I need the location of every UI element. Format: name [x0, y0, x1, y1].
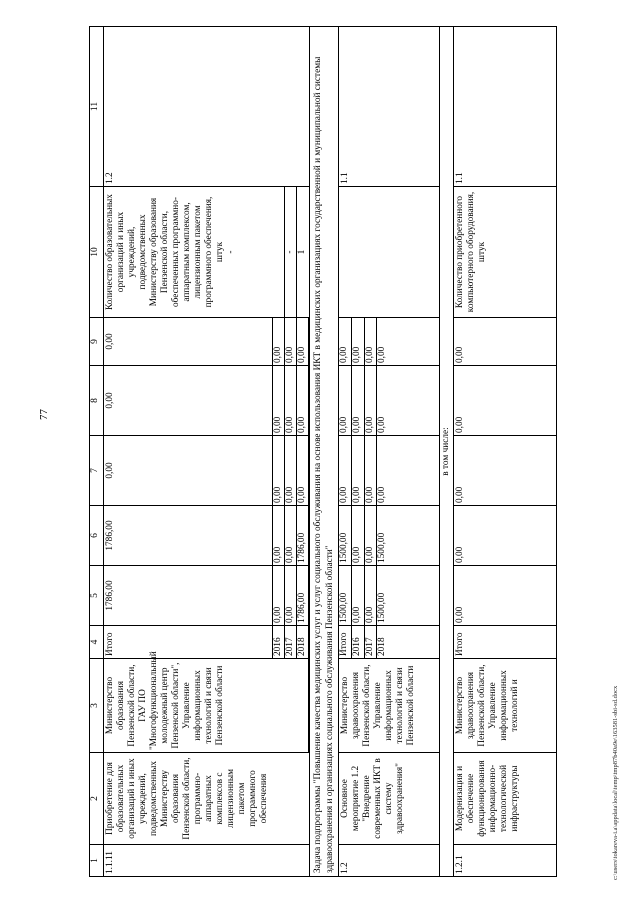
value-cell: 0,00 [297, 436, 309, 506]
value-cell: 0,00 [454, 318, 557, 366]
table-row [454, 27, 557, 877]
value-cell: 1500,00 [339, 506, 352, 566]
indicator-value: 1 [297, 187, 310, 318]
value-cell: 0,00 [364, 318, 377, 366]
header-cell: 8 [90, 366, 104, 436]
header-cell: 5 [90, 566, 104, 626]
value-cell: 0,00 [364, 506, 377, 566]
value-cell: 0,00 [297, 318, 309, 366]
value-cell: 1500,00 [377, 506, 440, 566]
value-cell: 0,00 [351, 436, 364, 506]
reference-cell: 1.1 [339, 27, 440, 187]
value-cell: 0,00 [285, 566, 297, 626]
subprogram-task: Задача подпрограммы "Повышение качества медицинских услуг и услуг социального обслуживания на основе использования ИКТ в медицинских организациях государственной и муниципальной системы здравоохранения и организациях социального обслуживания Пензенской области" [310, 27, 339, 877]
executor: Министерство здравоохранения Пензенской области, Управление информационных технологий и связи Пензенской области [339, 659, 440, 753]
value-cell: 0,00 [351, 506, 364, 566]
indicator-value: - [285, 187, 297, 318]
value-cell: 1786,00 [297, 566, 309, 626]
value-cell: 0,00 [273, 318, 285, 366]
indicator-cell [104, 187, 285, 318]
value-cell: 1786,00 [104, 506, 273, 566]
value-cell: 1786,00 [104, 566, 273, 626]
value-cell: 0,00 [454, 566, 557, 626]
table-row [339, 27, 352, 877]
page-number: 77 [38, 409, 50, 420]
value-cell: 0,00 [364, 436, 377, 506]
reference-cell: 1.2 [104, 27, 310, 187]
year-cell: 2016 [351, 626, 364, 659]
value-cell: 0,00 [377, 318, 440, 366]
value-cell: 0,00 [285, 506, 297, 566]
row-number: 1.2 [339, 845, 440, 877]
value-cell: 0,00 [104, 366, 273, 436]
value-cell: 0,00 [285, 366, 297, 436]
event-name: Приобретение для образовательных организаций и иных учреждений, подведомственных Министерству образования Пензенской области, программно-аппаратных комплексов с лицензионным пакетом программного обеспечения [104, 753, 310, 845]
table-row [310, 27, 339, 877]
footer-file-path: c:\users\tokareva-i.a\appdata\local\temp\tmp87b40a9e\163581-sbi-sd.docx [612, 685, 619, 880]
value-cell: 0,00 [273, 506, 285, 566]
value-cell: 1500,00 [377, 566, 440, 626]
rotated-page [89, 27, 615, 877]
value-cell: 0,00 [454, 436, 557, 506]
program-table [89, 26, 557, 877]
value-cell: 0,00 [104, 318, 273, 366]
row-number: 1.2.1 [454, 845, 557, 877]
value-cell: 0,00 [104, 436, 273, 506]
header-cell: 6 [90, 506, 104, 566]
header-cell: 10 [90, 187, 104, 318]
value-cell: 1786,00 [297, 506, 309, 566]
value-cell: 0,00 [351, 318, 364, 366]
header-cell: 4 [90, 626, 104, 659]
value-cell: 0,00 [273, 366, 285, 436]
indicator-value: - [226, 250, 236, 254]
value-cell: 0,00 [351, 566, 364, 626]
value-cell: 0,00 [364, 566, 377, 626]
event-name: Основное мероприятие 1.2 "Внедрение современных ИКТ в систему здравоохранения" [339, 753, 440, 845]
executor: Министерство здравоохранения Пензенской области, Управление информационных технологий и [454, 659, 557, 753]
header-cell: 7 [90, 436, 104, 506]
value-cell: 0,00 [273, 566, 285, 626]
value-cell: 0,00 [377, 366, 440, 436]
year-cell: Итого [339, 626, 352, 659]
value-cell: 0,00 [339, 436, 352, 506]
value-cell: 1500,00 [339, 566, 352, 626]
value-cell: 0,00 [377, 436, 440, 506]
value-cell: 0,00 [339, 366, 352, 436]
header-cell: 2 [90, 753, 104, 845]
value-cell: 0,00 [351, 366, 364, 436]
row-number: 1.1.11 [104, 845, 310, 877]
executor: Министерство образования Пензенской области, ГАУ ПО "Многофункциональный молодежный центр Пензенской области", Управление информационных технологий и связи Пензенской области [104, 659, 309, 753]
value-cell: 0,00 [285, 436, 297, 506]
value-cell: 0,00 [364, 366, 377, 436]
value-cell: 0,00 [285, 318, 297, 366]
header-cell: 11 [90, 27, 104, 187]
table-row [440, 27, 454, 877]
value-cell: 0,00 [454, 366, 557, 436]
value-cell: 0,00 [273, 436, 285, 506]
year-cell: Итого [104, 626, 273, 659]
indicator-text: Количество образовательных организаций и иных учреждений, подведомственных Министерству образования Пензенской области, обеспеченных программно-аппаратным комплексом, лицензионным пакетом программного обеспечения, штук [105, 194, 225, 310]
event-name: Модернизация и обеспечение функционирования информационно-технологической инфраструктуры [454, 753, 557, 845]
indicator-cell [339, 187, 440, 318]
value-cell: 0,00 [454, 506, 557, 566]
value-cell: 0,00 [339, 318, 352, 366]
table-row [104, 27, 273, 877]
including-label: в том числе: [440, 27, 454, 877]
year-cell: 2018 [297, 626, 309, 659]
header-cell: 3 [90, 659, 104, 753]
header-cell: 9 [90, 318, 104, 366]
year-cell: 2018 [377, 626, 440, 659]
year-cell: Итого [454, 626, 557, 659]
year-cell: 2016 [273, 626, 285, 659]
header-row [90, 27, 104, 877]
header-cell: 1 [90, 845, 104, 877]
year-cell: 2017 [364, 626, 377, 659]
year-cell: 2017 [285, 626, 297, 659]
value-cell: 0,00 [297, 366, 309, 436]
reference-cell: 1.1 [454, 27, 557, 187]
indicator-cell: Количество приобретенного компьютерного оборудования, штук [454, 187, 557, 318]
